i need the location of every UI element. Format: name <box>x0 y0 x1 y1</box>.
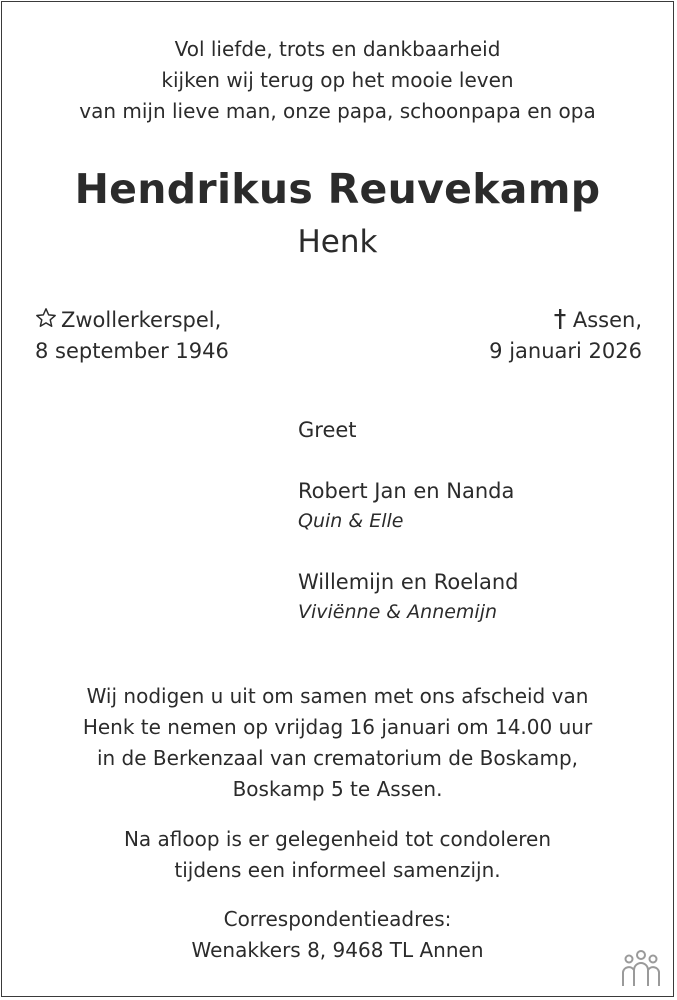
afterwards-line: Na afloop is er gelegenheid tot condoleren <box>123 827 552 851</box>
star-icon <box>35 307 57 329</box>
grandchildren: Quin & Elle <box>298 510 404 532</box>
birth-info <box>35 305 229 367</box>
cross-icon <box>553 308 567 330</box>
birth-place: Zwollerkerspel, <box>61 308 222 332</box>
family-list <box>298 415 519 627</box>
deceased-name: Hendrikus Reuvekamp <box>74 165 601 213</box>
afterwards-line: tijdens een informeel samenzijn. <box>174 858 501 882</box>
death-info <box>489 305 642 367</box>
invitation-line: in de Berkenzaal van crematorium de Boskamp, <box>96 746 579 770</box>
invitation-text <box>2 681 673 805</box>
intro-line: Vol liefde, trots en dankbaarheid <box>174 37 501 61</box>
correspondence-value: Wenakkers 8, 9468 TL Annen <box>191 938 484 962</box>
invitation-line: Henk te nemen op vrijdag 16 januari om 14.00 uur <box>82 715 593 739</box>
afterwards-text <box>2 824 673 886</box>
birth-date: 8 september 1946 <box>35 339 229 363</box>
deceased-nickname: Henk <box>297 224 378 260</box>
death-place: Assen, <box>572 308 642 332</box>
child-couple: Willemijn en Roeland <box>298 570 519 594</box>
correspondence-address <box>2 904 673 966</box>
invitation-line: Boskamp 5 te Assen. <box>232 777 443 801</box>
correspondence-label: Correspondentieadres: <box>223 907 452 931</box>
death-date: 9 januari 2026 <box>489 339 642 363</box>
grandchildren: Viviënne & Annemijn <box>298 601 498 623</box>
obituary-card <box>1 1 674 997</box>
invitation-line: Wij nodigen u uit om samen met ons afscheid van <box>86 684 589 708</box>
intro-text <box>2 34 673 127</box>
intro-line: kijken wij terug op het mooie leven <box>161 68 514 92</box>
intro-line: van mijn lieve man, onze papa, schoonpapa en opa <box>79 99 596 123</box>
people-group-icon <box>617 948 665 988</box>
child-couple: Robert Jan en Nanda <box>298 479 515 503</box>
spouse-name: Greet <box>298 418 357 442</box>
